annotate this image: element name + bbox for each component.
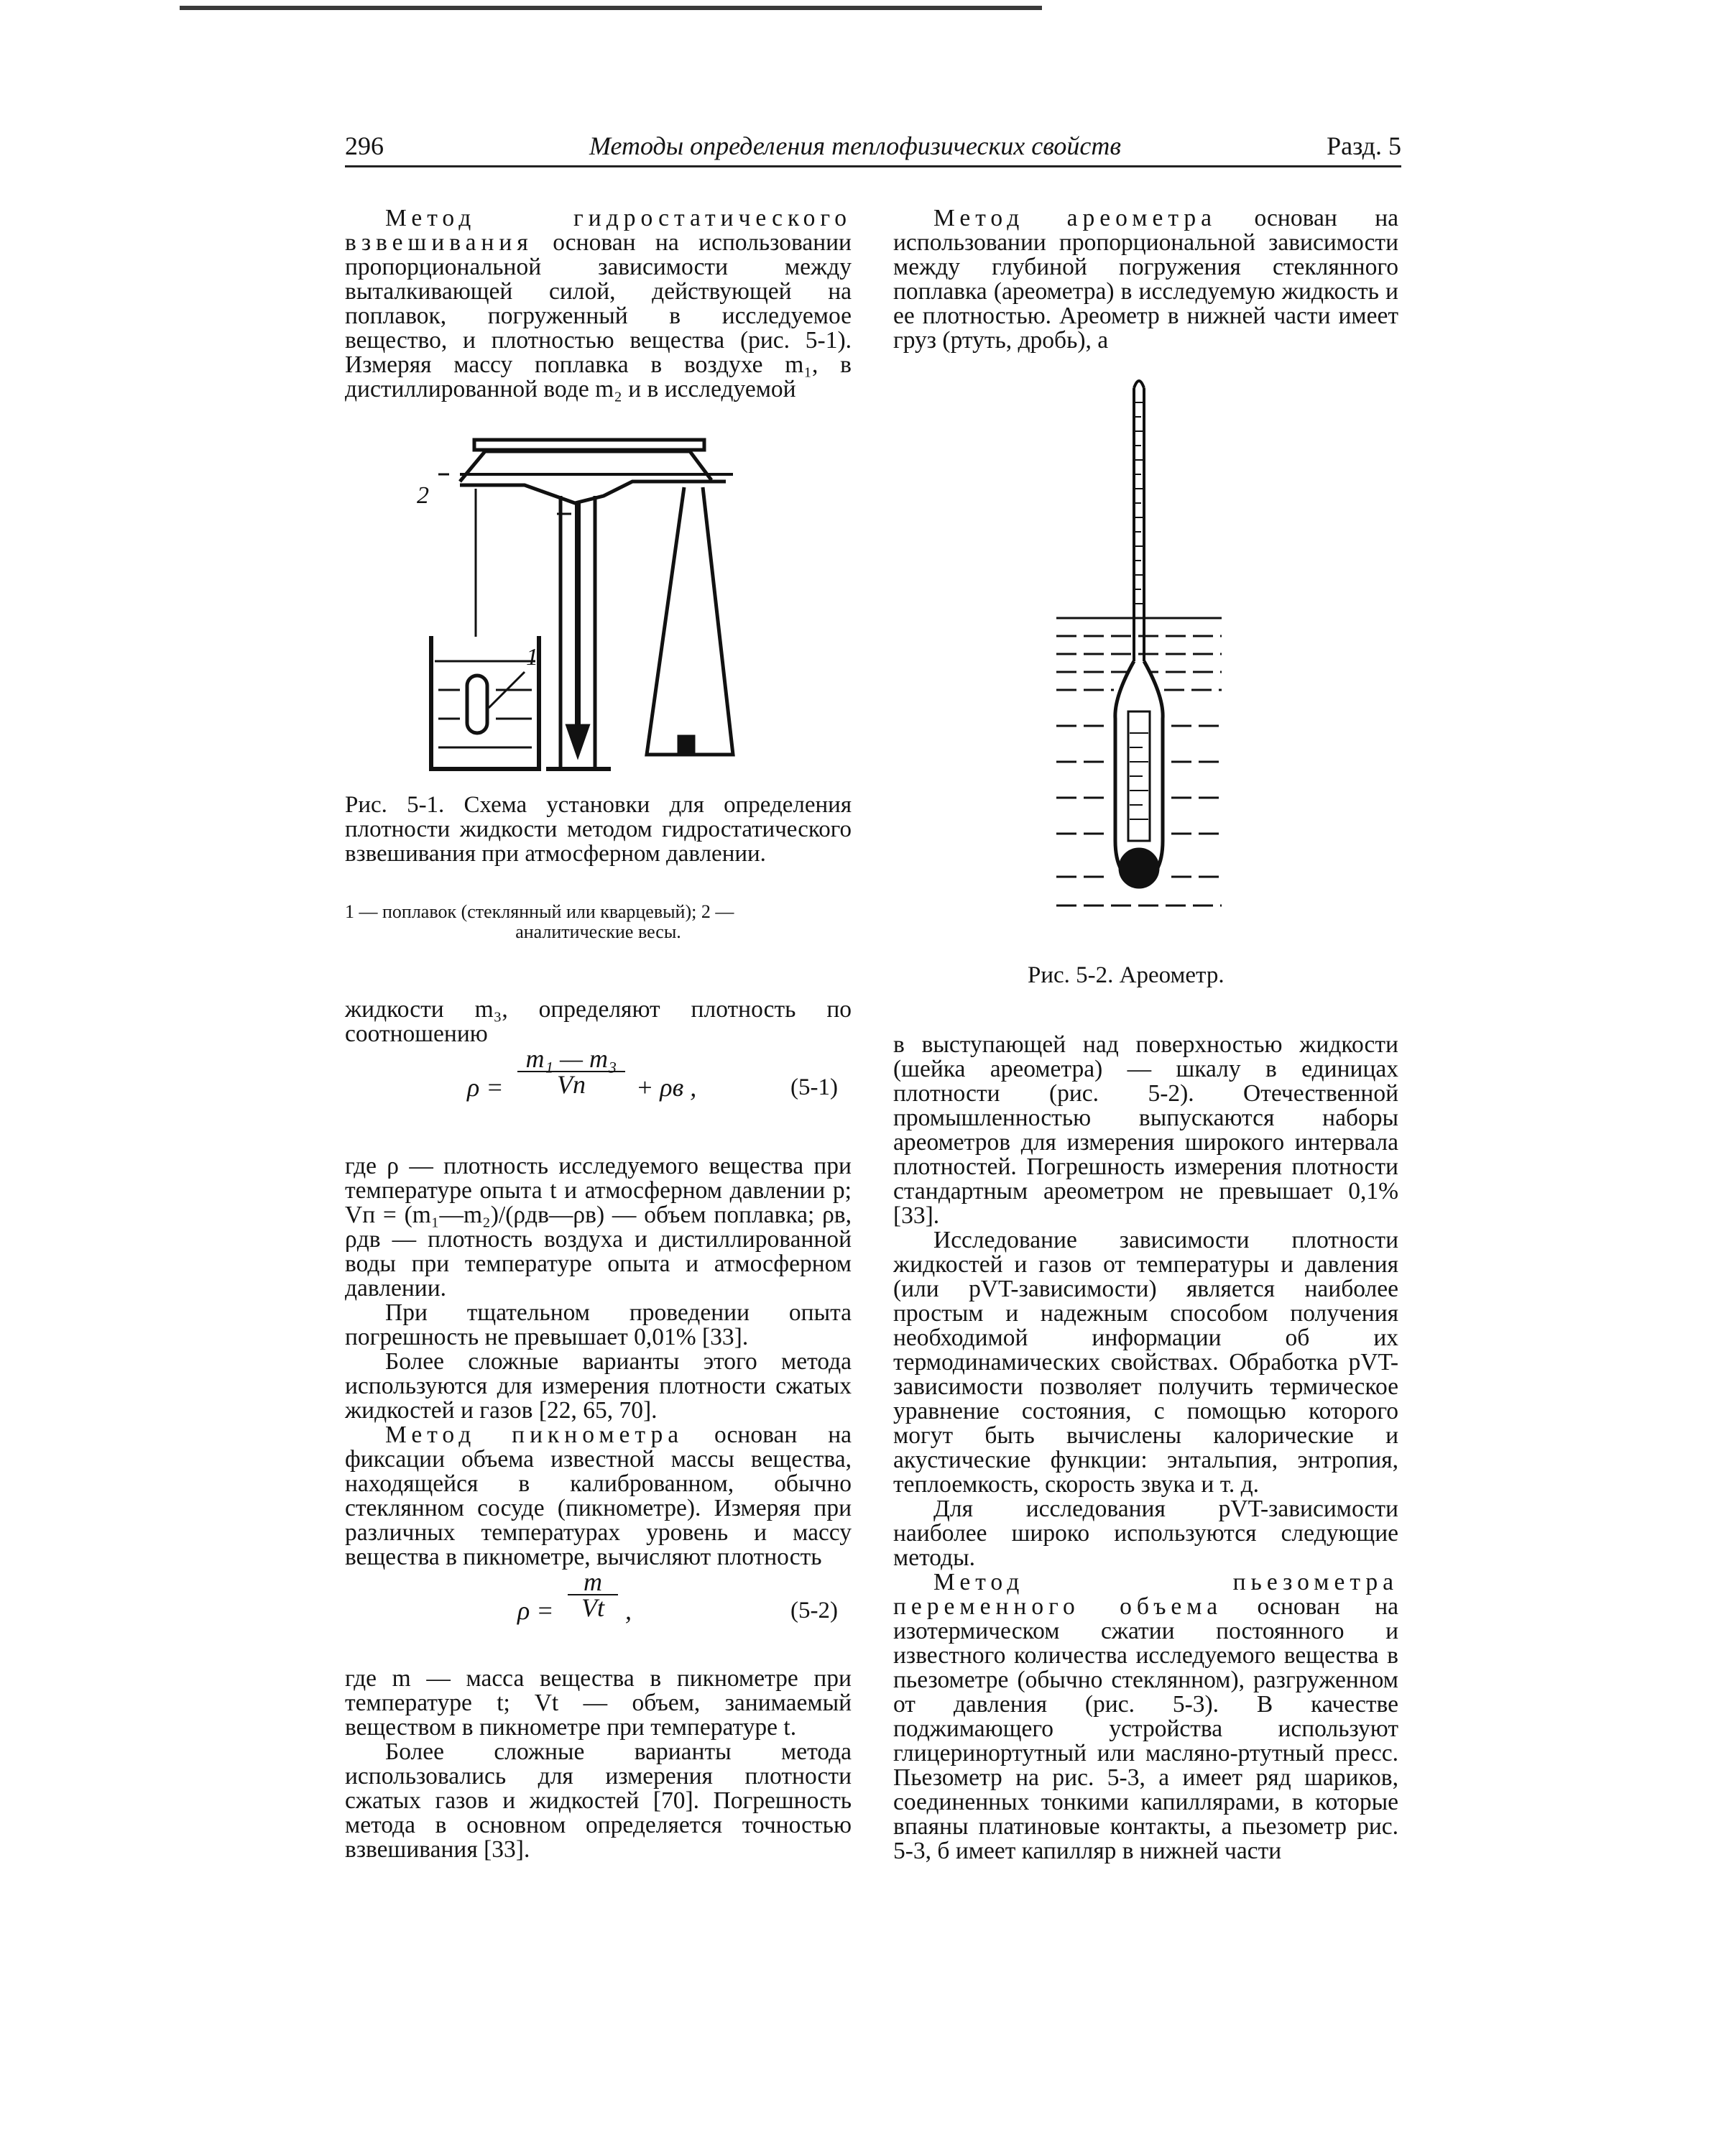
paragraph-pvt: Исследование зависимости плотности жидкостей и газов от температуры и давления (или pVT-зависимости) является наиболее простым и надежным способом получения необходимой информации об их термодинамических свойствах. Обработка pVT-зависимости позволяет получить термическое уравнение состояния, с помощью которого могут быть вычислены калорические и акустические функции: энтальпия, энтропия, теплоемкость, скорость звука и т. д. xyxy=(893,1227,1398,1498)
header-rule xyxy=(345,165,1401,167)
paragraph-pvt-methods: Для исследования pVT-зависимости наиболее широко используются следующие методы. xyxy=(893,1496,1398,1571)
float xyxy=(467,676,487,733)
running-title: Методы определения теплофизических свойств xyxy=(589,132,1122,160)
ballast-weight xyxy=(1119,848,1159,888)
paragraph-hydrostatic: Метод гидростатического взвешивания основан на использовании пропорциональной зависимости между выталкивающей силой, действующей на поплавок, погруженный в исследуемое вещество, и плотностью вещества (рис. 5-1). Измеряя массу поплавка в воздухе m₁, в дистиллированной воде m₂ и в исследуемой xyxy=(345,205,852,402)
formula-5-2: ρ = $\frac{m}{Vt}$ , (5-2) xyxy=(517,1567,838,1625)
stem-scale xyxy=(1135,402,1143,604)
section-label: Разд. 5 xyxy=(1327,132,1401,160)
formula-5-2-fraction: $\frac{m}{Vt}$ xyxy=(568,1570,618,1620)
left-column-bottom xyxy=(345,998,852,1862)
paragraph-hydrometer: Метод ареометра основан на использовании пропорциональной зависимости между глубиной погружения стеклянного поплавка (ареометра) в исследуемую жидкость и ее плотностью. Ареометр в нижней части имеет груз (ртуть, дробь), а xyxy=(893,205,1398,354)
figure-5-1-legend: 1 — поплавок (стеклянный или кварцевый); 2 — аналитические весы. xyxy=(345,901,734,942)
paragraph-piezometer: Метод пьезометра переменного объема основан на изотермическом сжатии постоянного и известного количества исследуемого вещества в пьезометре (обычно стеклянном), разгруженном от давления (рис. 5-3). В качестве поджимающего устройства используют глицеринортутный или масляно-ртутный пресс. Пьезометр на рис. 5-3, а имеет ряд шариков, соединенных тонкими капиллярами, в которые впаяны платиновые контакты, а пьезометр рис. 5-3, б имеет капилляр в нижней части xyxy=(893,1569,1398,1864)
paragraph-pycnometer-variants: Более сложные варианты метода использовались для измерения плотности сжатых газов и жидкостей [70]. Погрешность метода в основном определяется точностью взвешивания [33]. xyxy=(345,1738,852,1863)
where-clause-1: где ρ — плотность исследуемого вещества при температуре опыта t и атмосферном давлении p; Vп = (m₁—m₂)/(ρдв—ρв) — объем поплавка; ρв, ρдв — плотность воздуха и дистиллированной воды при температуре опыта и атмосферном давлении. xyxy=(345,1153,852,1302)
left-column-top xyxy=(345,206,852,402)
scan-edge-line xyxy=(180,6,1042,10)
formula-5-1: ρ = m₁ — m₃ Vп + ρв , (5-1) xyxy=(467,1044,838,1102)
formula-number: (5-1) xyxy=(790,1074,838,1100)
paragraph-accuracy: При тщательном проведении опыта погрешность не превышает 0,01% [33]. xyxy=(345,1299,852,1350)
hydrometer-stem xyxy=(1134,388,1144,661)
figure-label-2: 2 xyxy=(417,482,429,509)
balance-beam xyxy=(474,440,704,450)
weight xyxy=(679,737,693,751)
method-name: Метод гидростатического взвешивания xyxy=(345,205,852,256)
running-header xyxy=(345,126,1401,170)
formula-number: (5-2) xyxy=(790,1598,838,1623)
paragraph-pycnometer: Метод пикнометра основан на фиксации объема известной массы вещества, находящейся в калиброванном, обычно стеклянном сосуде (пикнометре). Измеряя при различных температурах уровень и массу вещества в пикнометре, вычисляют плотность xyxy=(345,1422,852,1570)
paragraph-complex-variants: Более сложные варианты этого метода используются для измерения плотности сжатых жидкостей и газов [22, 65, 70]. xyxy=(345,1348,852,1424)
figure-5-1-caption: Рис. 5-1. Схема установки для определения плотности жидкости методом гидростатического взвешивания при атмосферном давлении. xyxy=(345,792,852,867)
figure-hydrometer xyxy=(1049,374,1229,934)
paragraph-hydrometer-continued: в выступающей над поверхностью жидкости (шейка ареометра) — шкалу в единицах плотности (рис. 5-2). Отечественной промышленностью выпускаются наборы ареометров для измерения широкого интервала плотностей. Погрешность измерения плотности стандартным ареометром не превышает 0,1% [33]. xyxy=(893,1031,1398,1229)
formula-5-1-fraction: m₁ — m₃ Vп xyxy=(517,1046,625,1097)
figure-label-1: 1 xyxy=(526,644,538,671)
paragraph-continuation: жидкости m₃, определяют плотность по соотношению xyxy=(345,996,852,1047)
where-clause-2: где m — масса вещества в пикнометре при температуре t; Vt — объем, занимаемый веществом в пикнометре при температуре t. xyxy=(345,1665,852,1741)
pan-hanger xyxy=(647,487,733,755)
figure-hydrostatic-balance xyxy=(417,424,776,783)
right-column-bottom xyxy=(893,1033,1398,1864)
page-number: 296 xyxy=(345,132,384,160)
right-column-top xyxy=(893,206,1398,353)
figure-5-2-caption: Рис. 5-2. Ареометр. xyxy=(1028,962,1225,988)
balance-arm xyxy=(460,451,711,482)
